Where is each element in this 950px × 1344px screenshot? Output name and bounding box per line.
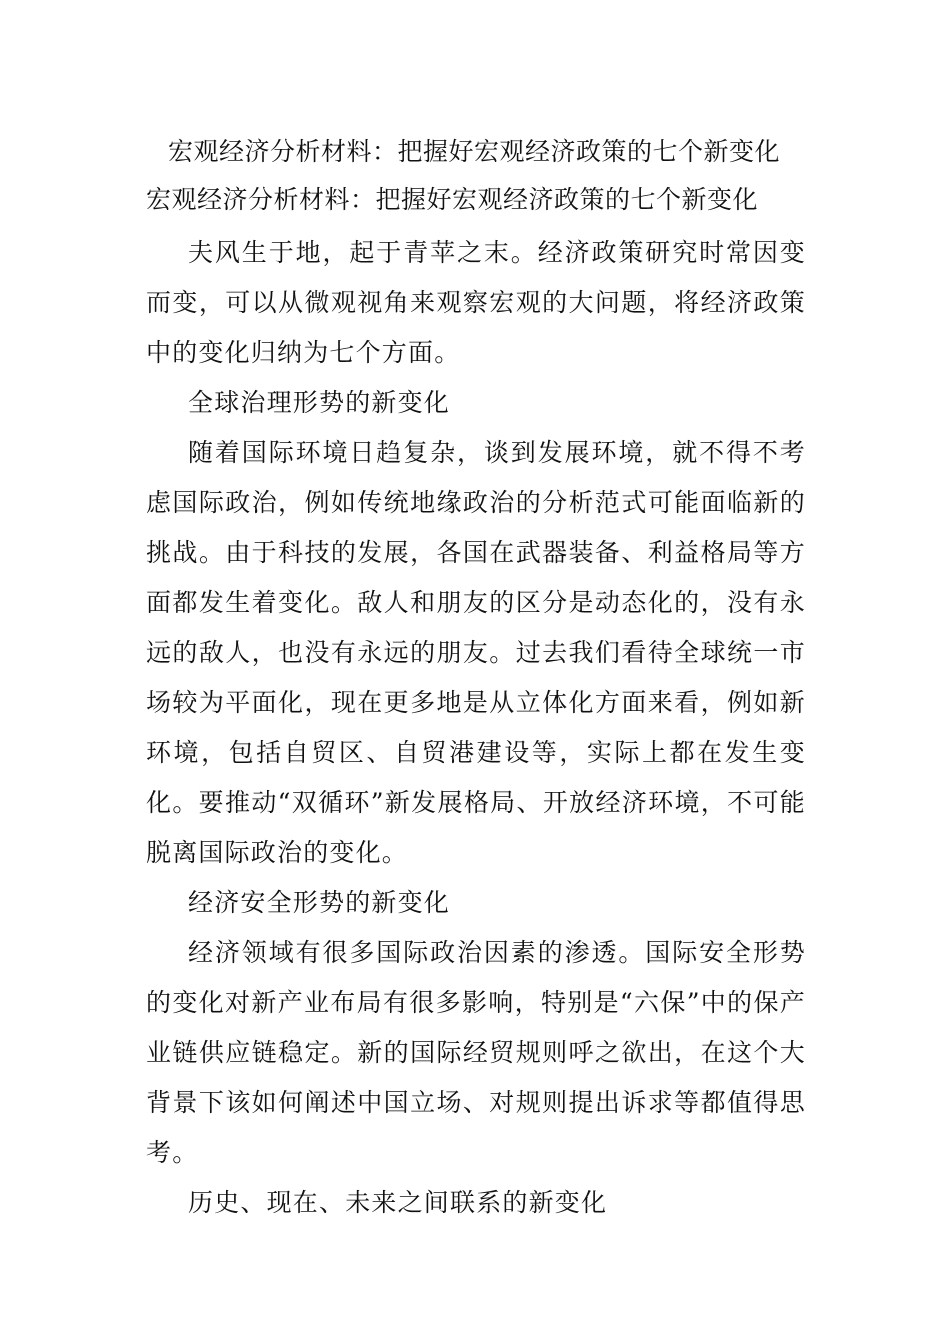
document-title-line-2: 宏观经济分析材料：把握好宏观经济政策的七个新变化 — [146, 185, 759, 214]
section-paragraph-economic-security: 经济领域有很多国际政治因素的渗透。国际安全形势的变化对新产业布局有很多影响，特别是“六保”中的保产业链供应链稳定。新的国际经贸规则呼之欲出，在这个大背景下该如何阐述中国立场、对规则提出诉求等都值得思考。 — [146, 938, 806, 1167]
section-paragraph-global-governance: 随着国际环境日趋复杂，谈到发展环境，就不得不考虑国际政治，例如传统地缘政治的分析范式可能面临新的挑战。由于科技的发展，各国在武器装备、利益格局等方面都发生着变化。敌人和朋友的区分是动态化的，没有永远的敌人，也没有永远的朋友。过去我们看待全球统一市场较为平面化，现在更多地是从立体化方面来看，例如新环境，包括自贸区、自贸港建设等，实际上都在发生变化。要推动“双循环”新发展格局、开放经济环境，不可能脱离国际政治的变化。 — [146, 438, 806, 867]
section-heading-economic-security: 经济安全形势的新变化 — [188, 888, 451, 917]
document-body — [146, 228, 806, 1228]
section-heading-history-present-future: 历史、现在、未来之间联系的新变化 — [188, 1188, 608, 1217]
section-heading-global-governance: 全球治理形势的新变化 — [188, 388, 451, 417]
intro-paragraph: 夫风生于地，起于青苹之末。经济政策研究时常因变而变，可以从微观视角来观察宏观的大问题，将经济政策中的变化归纳为七个方面。 — [146, 238, 806, 367]
document-title-line-1: 宏观经济分析材料：把握好宏观经济政策的七个新变化 — [168, 137, 781, 166]
